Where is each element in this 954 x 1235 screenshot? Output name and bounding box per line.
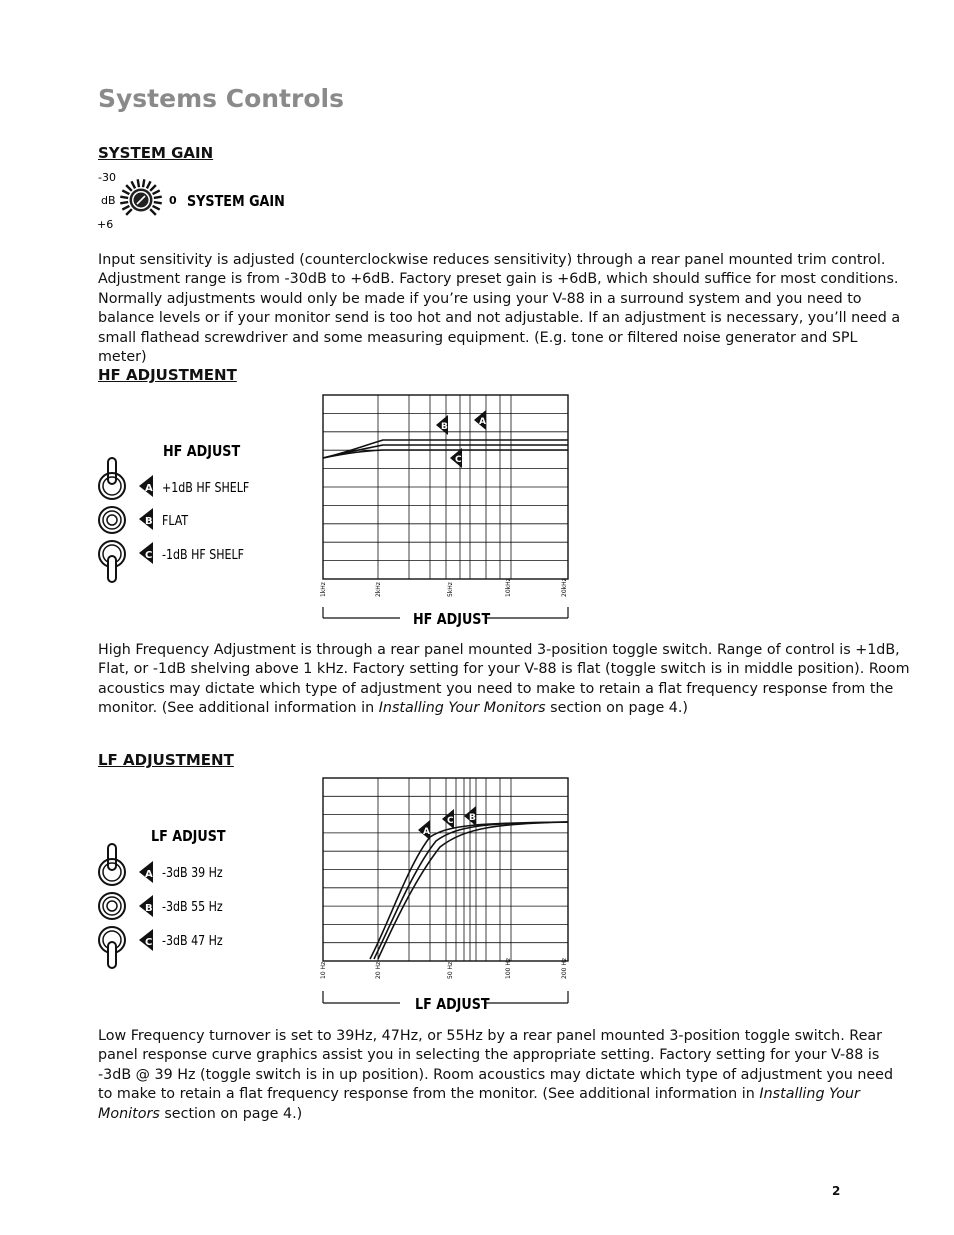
hf-adjustment-heading: HF ADJUSTMENT <box>98 366 237 384</box>
svg-text:A: A <box>423 827 430 837</box>
svg-text:B: B <box>441 422 448 432</box>
knob-min-label: -30 <box>98 171 116 184</box>
svg-text:A: A <box>479 417 486 427</box>
lf-option-a-label: -3dB 39 Hz <box>162 865 223 881</box>
page-number: 2 <box>832 1184 841 1198</box>
svg-text:C: C <box>145 550 153 561</box>
hf-description: High Frequency Adjustment is through a rear panel mounted 3-position toggle switch. Range of control is +1dB, Flat, or -1dB shelving above 1 kHz. Factory setting for your V-88 is flat (toggle switch is in middle position). Room acoustics may dictate which type of adjustment you need to make to retain a flat frequency response from the monitor. (See additional information in Installing Your Monitors section on page 4.) <box>98 642 910 717</box>
hf-option-a-label: +1dB HF SHELF <box>162 480 250 496</box>
knob-zero-label: 0 <box>169 194 177 207</box>
system-gain-heading: SYSTEM GAIN <box>98 144 214 162</box>
lf-option-b-label: -3dB 55 Hz <box>162 899 223 915</box>
hf-option-c <box>139 542 244 564</box>
svg-text:A: A <box>145 483 153 494</box>
knob-title: SYSTEM GAIN <box>187 193 285 211</box>
svg-text:B: B <box>145 903 153 914</box>
hf-option-b <box>139 508 189 530</box>
lf-tick-label: 10 Hz <box>320 961 327 979</box>
hf-tick-label: 10kHz <box>505 578 512 597</box>
hf-option-b-label: FLAT <box>162 513 189 529</box>
hf-tick-label: 5kHz <box>447 582 454 597</box>
hf-response-graph <box>318 392 574 628</box>
hf-tick-label: 1kHz <box>320 582 327 597</box>
lf-response-graph <box>318 775 574 1013</box>
hf-graph-title: HF ADJUST <box>413 611 491 628</box>
lf-grid <box>323 778 568 961</box>
hf-option-c-label: -1dB HF SHELF <box>162 547 245 563</box>
hf-tick-label: 2kHz <box>375 582 382 597</box>
svg-text:C: C <box>447 816 454 826</box>
lf-marker-c <box>442 809 454 829</box>
lf-marker-a <box>418 820 430 840</box>
page-title: Systems Controls <box>98 84 344 113</box>
system-gain-description: Input sensitivity is adjusted (counterclockwise reduces sensitivity) through a rear panel mounted trim control. Adjustment range is from -30dB to +6dB. Factory preset gain is +6dB, which should suffice for most conditions. Normally adjustments would only be made if you’re using your V-88 in a surround system and you need to balance levels or if your monitor send is too hot and not adjustable. If an adjustment is necessary, you’ll need a small flathead screwdriver and some measuring equipment. (E.g. tone or filtered noise generator and SPL meter) <box>98 252 901 366</box>
system-gain-knob-figure <box>95 168 285 232</box>
lf-response-curves <box>370 822 568 959</box>
lf-tick-label: 20 Hz <box>375 961 382 979</box>
lf-tick-label: 100 Hz <box>505 957 512 979</box>
lf-option-a <box>139 861 223 883</box>
hf-tick-label: 20kHz <box>561 578 568 597</box>
svg-text:C: C <box>455 455 462 465</box>
toggle-switch-icon <box>99 844 125 968</box>
knob-unit-label: dB <box>101 194 116 207</box>
lf-tick-label: 200 Hz <box>561 957 568 979</box>
svg-text:B: B <box>469 813 476 823</box>
hf-switch-title: HF ADJUST <box>163 443 241 461</box>
hf-switch-figure <box>95 436 265 588</box>
svg-text:B: B <box>145 516 153 527</box>
lf-switch-title: LF ADJUST <box>151 828 226 846</box>
lf-option-c <box>139 929 223 951</box>
lf-option-b <box>139 895 223 917</box>
toggle-switch-icon <box>99 458 125 582</box>
lf-switch-figure <box>95 822 265 974</box>
hf-option-a <box>139 475 249 497</box>
lf-tick-label: 50 Hz <box>447 961 454 979</box>
knob-max-label: +6 <box>97 218 114 231</box>
lf-adjustment-heading: LF ADJUSTMENT <box>98 751 234 769</box>
gain-knob-icon <box>120 179 161 215</box>
svg-text:C: C <box>145 937 153 948</box>
svg-text:A: A <box>145 869 153 880</box>
hf-response-curves <box>323 440 568 458</box>
lf-description: Low Frequency turnover is set to 39Hz, 47Hz, or 55Hz by a rear panel mounted 3-position toggle switch. Rear panel response curve graphics assist you in selecting the appropriate setting. Factory setting for your V-88 is -3dB @ 39 Hz (toggle switch is in up position). Room acoustics may dictate which type of adjustment you need to make to retain a flat frequency response from the monitor. (See additional information in Installing Your Monitors section on page 4.) <box>98 1028 894 1122</box>
lf-graph-title: LF ADJUST <box>415 996 490 1013</box>
hf-marker-c <box>450 448 462 468</box>
lf-option-c-label: -3dB 47 Hz <box>162 933 223 949</box>
